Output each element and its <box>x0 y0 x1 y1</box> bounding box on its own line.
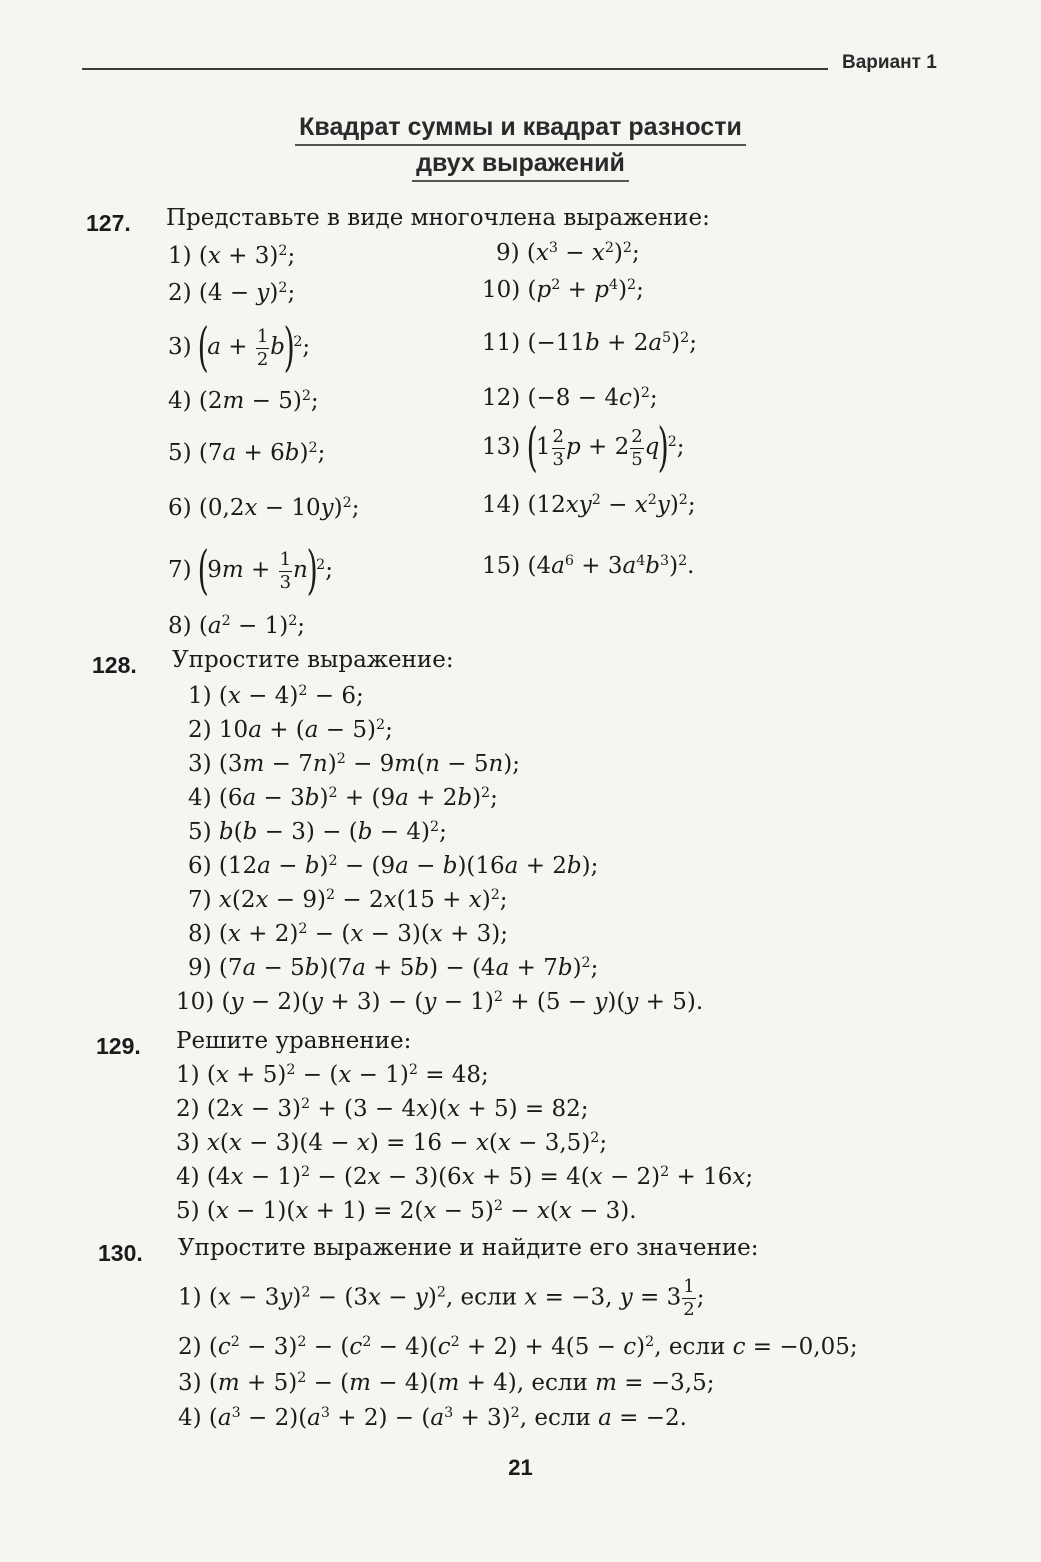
header-rule <box>82 68 828 70</box>
problem-128-text: Упростите выражение: <box>172 647 454 673</box>
problem-130-item-2: 2) $(c^2 - 3)^2 - (c^2 - 4)(c^2 + 2) + 4(5 - c)^2$, если c = −0,05; <box>178 1334 858 1360</box>
problem-129-item-1: 1) $(x + 5)^2 - (x - 1)^2 = 48$; <box>176 1062 489 1088</box>
problem-128-item-9: 9) $(7a - 5b)(7a + 5b) - (4a + 7b)^2$; <box>188 955 599 981</box>
problem-130-number: 130. <box>98 1240 143 1266</box>
problem-128-item-2: 2) $10a + (a - 5)^2$; <box>188 717 393 743</box>
problem-130-item-4: 4) $(a^3 - 2)(a^3 + 2) - (a^3 + 3)^2$, если a = −2. <box>178 1405 687 1431</box>
problem-127-item-1: 1) $(x + 3)^2$; <box>168 243 296 269</box>
problem-127-item-3: 3) (a + $\frac{1}{2}$ b)$^2$; <box>168 318 311 378</box>
problem-128-number: 128. <box>92 652 137 678</box>
problem-127-item-2: 2) $(4 - y)^2$; <box>168 280 296 306</box>
problem-129-item-2: 2) $(2x - 3)^2 + (3 - 4x)(x + 5) = 82$; <box>176 1096 589 1122</box>
problem-128-item-7: 7) $x(2x - 9)^2 - 2x(15 + x)^2$; <box>188 887 508 913</box>
problem-127-item-7: 7) (9m + $\frac{1}{3}$ n)$^2$; <box>168 541 333 601</box>
problem-127-item-9: 9) $(x^3 - x^2)^2$; <box>496 240 640 266</box>
problem-127-item-6: 6) $(0,2x - 10y)^2$; <box>168 495 360 521</box>
problem-128-item-10: 10) $(y - 2)(y + 3) - (y - 1)^2 + (5 - y)(y + 5)$. <box>176 989 704 1015</box>
problem-130-text: Упростите выражение и найдите его значение: <box>178 1235 759 1261</box>
problem-127-item-15: 15) $(4a^6 + 3a^4b^3)^2$. <box>482 553 695 579</box>
problem-128-item-8: 8) $(x + 2)^2 - (x - 3)(x + 3)$; <box>188 921 509 947</box>
problem-127-item-12: 12) $(-8 - 4c)^2$; <box>482 385 658 411</box>
problem-129-item-3: 3) $x(x - 3)(4 - x) = 16 - x(x - 3,5)^2$; <box>176 1130 608 1156</box>
problem-129-item-5: 5) $(x - 1)(x + 1) = 2(x - 5)^2 - x(x - 3)$. <box>176 1198 637 1224</box>
problem-129-text: Решите уравнение: <box>176 1028 412 1054</box>
problem-127-item-10: 10) $(p^2 + p^4)^2$; <box>482 277 644 303</box>
problem-129-item-4: 4) $(4x - 1)^2 - (2x - 3)(6x + 5) = 4(x - 2)^2 + 16x$; <box>176 1164 754 1190</box>
problem-127-text: Представьте в виде многочлена выражение: <box>166 205 710 231</box>
problem-130-item-1: 1) $(x - 3y)^2 - (3x - y)^2$, если x = −3, y = 3 $\frac{1}{2}$ ; <box>178 1276 705 1320</box>
section-title-line-2: двух выражений <box>0 149 1041 178</box>
problem-129-number: 129. <box>96 1033 141 1059</box>
section-title-line-1: Квадрат суммы и квадрат разности <box>0 113 1041 142</box>
problem-127-number: 127. <box>86 210 131 236</box>
problem-127-item-11: 11) $(-11b + 2a^5)^2$; <box>482 330 697 356</box>
problem-127-item-8: 8) $(a^2 - 1)^2$; <box>168 613 306 639</box>
problem-128-item-5: 5) $b(b - 3) - (b - 4)^2$; <box>188 819 447 845</box>
problem-127-item-13: 13) (1 $\frac{2}{3}$ p + 2 $\frac{2}{5}$ q)$^2$; <box>482 418 685 478</box>
problem-128-item-3: 3) $(3m - 7n)^2 - 9m(n - 5n)$; <box>188 751 521 777</box>
problem-128-item-4: 4) $(6a - 3b)^2 + (9a + 2b)^2$; <box>188 785 498 811</box>
problem-128-item-1: 1) $(x - 4)^2 - 6$; <box>188 683 364 709</box>
problem-127-item-5: 5) $(7a + 6b)^2$; <box>168 440 326 466</box>
problem-127-item-4: 4) $(2m - 5)^2$; <box>168 388 319 414</box>
problem-130-item-3: 3) $(m + 5)^2 - (m - 4)(m + 4)$, если m = −3,5; <box>178 1370 715 1396</box>
page-number: 21 <box>508 1455 533 1480</box>
problem-127-item-14: 14) $(12xy^2 - x^2y)^2$; <box>482 492 696 518</box>
problem-128-item-6: 6) $(12a - b)^2 - (9a - b)(16a + 2b)$; <box>188 853 599 879</box>
variant-label: Вариант 1 <box>842 52 937 73</box>
